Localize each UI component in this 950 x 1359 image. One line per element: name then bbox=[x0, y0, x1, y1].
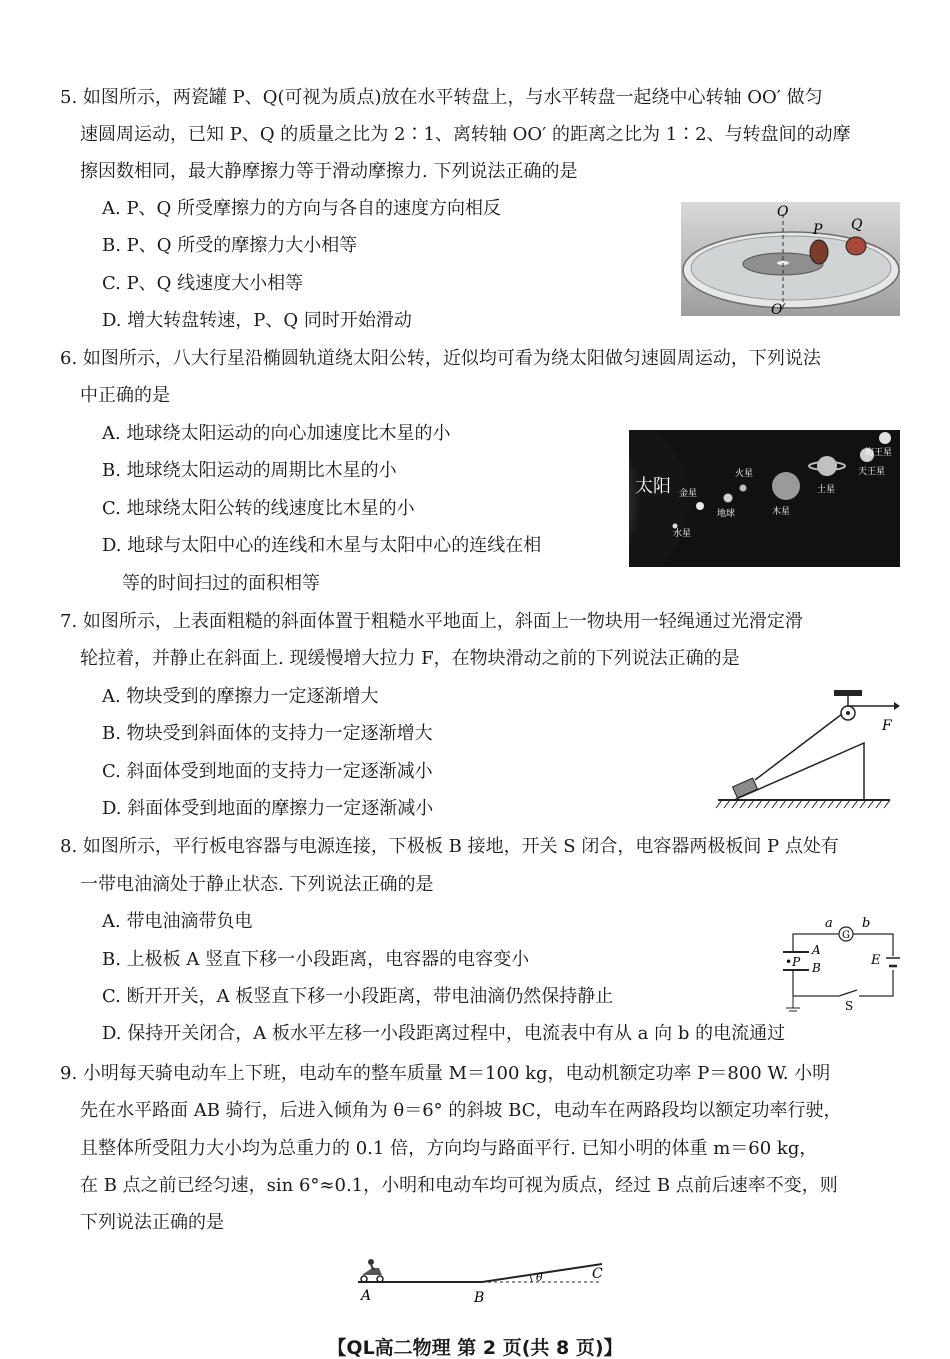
label-uranus: 天王星 bbox=[858, 467, 886, 477]
label-plate-a: A bbox=[812, 943, 821, 957]
label-b: B bbox=[474, 1290, 485, 1306]
label-g: G bbox=[842, 930, 850, 941]
q6-option-d-cont: 等的时间扫过的面积相等 bbox=[122, 573, 320, 594]
q5-option-d: D. 增大转盘转速，P、Q 同时开始滑动 bbox=[102, 310, 412, 331]
q7-stem-line-1: 7. 如图所示，上表面粗糙的斜面体置于粗糙水平地面上，斜面上一物块用一轻绳通过光滑定滑 bbox=[60, 611, 803, 632]
label-b: b bbox=[862, 916, 871, 931]
label-q: Q bbox=[851, 217, 863, 233]
q9-stem-line-2: 先在水平路面 AB 骑行，后进入倾角为 θ＝6° 的斜坡 BC，电动车在两路段均以额定功率行驶， bbox=[80, 1100, 842, 1121]
label-f: F bbox=[882, 718, 892, 734]
jar-q bbox=[846, 237, 866, 255]
q5-stem-line-3: 擦因数相同，最大静摩擦力等于滑动摩擦力. 下列说法正确的是 bbox=[80, 161, 578, 182]
q5-option-a: A. P、Q 所受摩擦力的方向与各自的速度方向相反 bbox=[102, 198, 502, 219]
label-saturn: 土星 bbox=[817, 485, 836, 495]
mars bbox=[740, 485, 747, 492]
q9-stem-line-3: 且整体所受阻力大小均为总重力的 0.1 倍，方向均与路面平行. 已知小明的体重 m＝60 kg， bbox=[80, 1138, 818, 1159]
mercury bbox=[673, 524, 678, 529]
earth bbox=[724, 494, 733, 503]
q6-solar-system-figure bbox=[629, 430, 900, 567]
jar-p bbox=[810, 240, 828, 264]
label-theta: θ bbox=[536, 1271, 543, 1284]
q5-turntable-figure bbox=[681, 202, 900, 316]
label-venus: 金星 bbox=[679, 489, 698, 499]
label-p: P bbox=[813, 222, 823, 238]
label-jupiter: 木星 bbox=[772, 507, 791, 517]
page-footer: 【QL高二物理 第 2 页(共 8 页)】 bbox=[327, 1337, 623, 1359]
saturn bbox=[817, 456, 837, 476]
pulley-mount bbox=[834, 690, 862, 696]
q7-incline-pulley-figure bbox=[714, 688, 900, 814]
label-neptune: 海王星 bbox=[865, 448, 893, 458]
q6-option-b: B. 地球绕太阳运动的周期比木星的小 bbox=[102, 460, 397, 481]
q7-stem-line-2: 轮拉着，并静止在斜面上. 现缓慢增大拉力 F，在物块滑动之前的下列说法正确的是 bbox=[80, 648, 740, 669]
q9-stem-line-4: 在 B 点之前已经匀速，sin 6°≈0.1，小明和电动车均可视为质点，经过 B 点前后速率不变，则 bbox=[80, 1175, 838, 1196]
q7-option-c: C. 斜面体受到地面的支持力一定逐渐减小 bbox=[102, 761, 433, 782]
label-o-top: O bbox=[777, 204, 789, 220]
q6-option-a: A. 地球绕太阳运动的向心加速度比木星的小 bbox=[102, 423, 451, 444]
label-mars: 火星 bbox=[735, 469, 754, 479]
label-a: a bbox=[825, 916, 833, 931]
q8-stem-line-2: 一带电油滴处于静止状态. 下列说法正确的是 bbox=[80, 874, 434, 895]
q8-option-b: B. 上极板 A 竖直下移一小段距离，电容器的电容变小 bbox=[102, 949, 530, 970]
q8-option-c: C. 断开开关，A 板竖直下移一小段距离，带电油滴仍然保持静止 bbox=[102, 986, 614, 1007]
q8-option-a: A. 带电油滴带负电 bbox=[102, 911, 253, 932]
venus bbox=[696, 502, 704, 510]
incline bbox=[734, 743, 864, 800]
neptune bbox=[879, 432, 891, 444]
q5-stem-line-2: 速圆周运动，已知 P、Q 的质量之比为 2∶1、离转轴 OO′ 的距离之比为 1∶2、与转盘间的动摩 bbox=[80, 124, 851, 145]
q9-slope-figure bbox=[352, 1254, 608, 1306]
q9-stem-line-5: 下列说法正确的是 bbox=[80, 1212, 224, 1233]
ground-hatch bbox=[716, 800, 890, 808]
label-plate-b: B bbox=[812, 961, 821, 975]
q6-stem-line-2: 中正确的是 bbox=[80, 385, 170, 406]
q7-option-b: B. 物块受到斜面体的支持力一定逐渐增大 bbox=[102, 723, 433, 744]
q7-option-d: D. 斜面体受到地面的摩擦力一定逐渐减小 bbox=[102, 798, 434, 819]
label-c: C bbox=[592, 1266, 603, 1282]
label-a: A bbox=[361, 1288, 372, 1304]
label-sun: 太阳 bbox=[635, 476, 671, 497]
label-o-bottom: O′ bbox=[771, 302, 786, 316]
q6-option-c: C. 地球绕太阳公转的线速度比木星的小 bbox=[102, 498, 415, 519]
q9-stem-line-1: 9. 小明每天骑电动车上下班，电动车的整车质量 M＝100 kg，电动机额定功率 P＝800 W. 小明 bbox=[60, 1063, 831, 1084]
label-e: E bbox=[871, 953, 881, 968]
label-mercury: 水星 bbox=[673, 529, 692, 539]
scooter-icon bbox=[361, 1259, 383, 1282]
q8-option-d: D. 保持开关闭合，A 板水平左移一小段距离过程中，电流表中有从 a 向 b 的电流通过 bbox=[102, 1023, 786, 1044]
q8-stem-line-1: 8. 如图所示，平行板电容器与电源连接，下极板 B 接地，开关 S 闭合，电容器两极板间 P 点处有 bbox=[60, 836, 839, 857]
q7-option-a: A. 物块受到的摩擦力一定逐渐增大 bbox=[102, 686, 379, 707]
q5-option-b: B. P、Q 所受的摩擦力大小相等 bbox=[102, 235, 358, 256]
q8-capacitor-circuit-figure bbox=[765, 912, 900, 1015]
jupiter bbox=[772, 472, 800, 500]
label-s: S bbox=[845, 999, 854, 1013]
q5-stem-line-1: 5. 如图所示，两瓷罐 P、Q(可视为质点)放在水平转盘上，与水平转盘一起绕中心转轴 OO′ 做匀 bbox=[60, 87, 823, 108]
q6-option-d: D. 地球与太阳中心的连线和木星与太阳中心的连线在相 bbox=[102, 535, 542, 556]
label-p: •P bbox=[785, 955, 801, 969]
label-earth: 地球 bbox=[717, 509, 736, 519]
q5-option-c: C. P、Q 线速度大小相等 bbox=[102, 273, 304, 294]
q6-stem-line-1: 6. 如图所示，八大行星沿椭圆轨道绕太阳公转，近似均可看为绕太阳做匀速圆周运动，下列说法 bbox=[60, 348, 821, 369]
